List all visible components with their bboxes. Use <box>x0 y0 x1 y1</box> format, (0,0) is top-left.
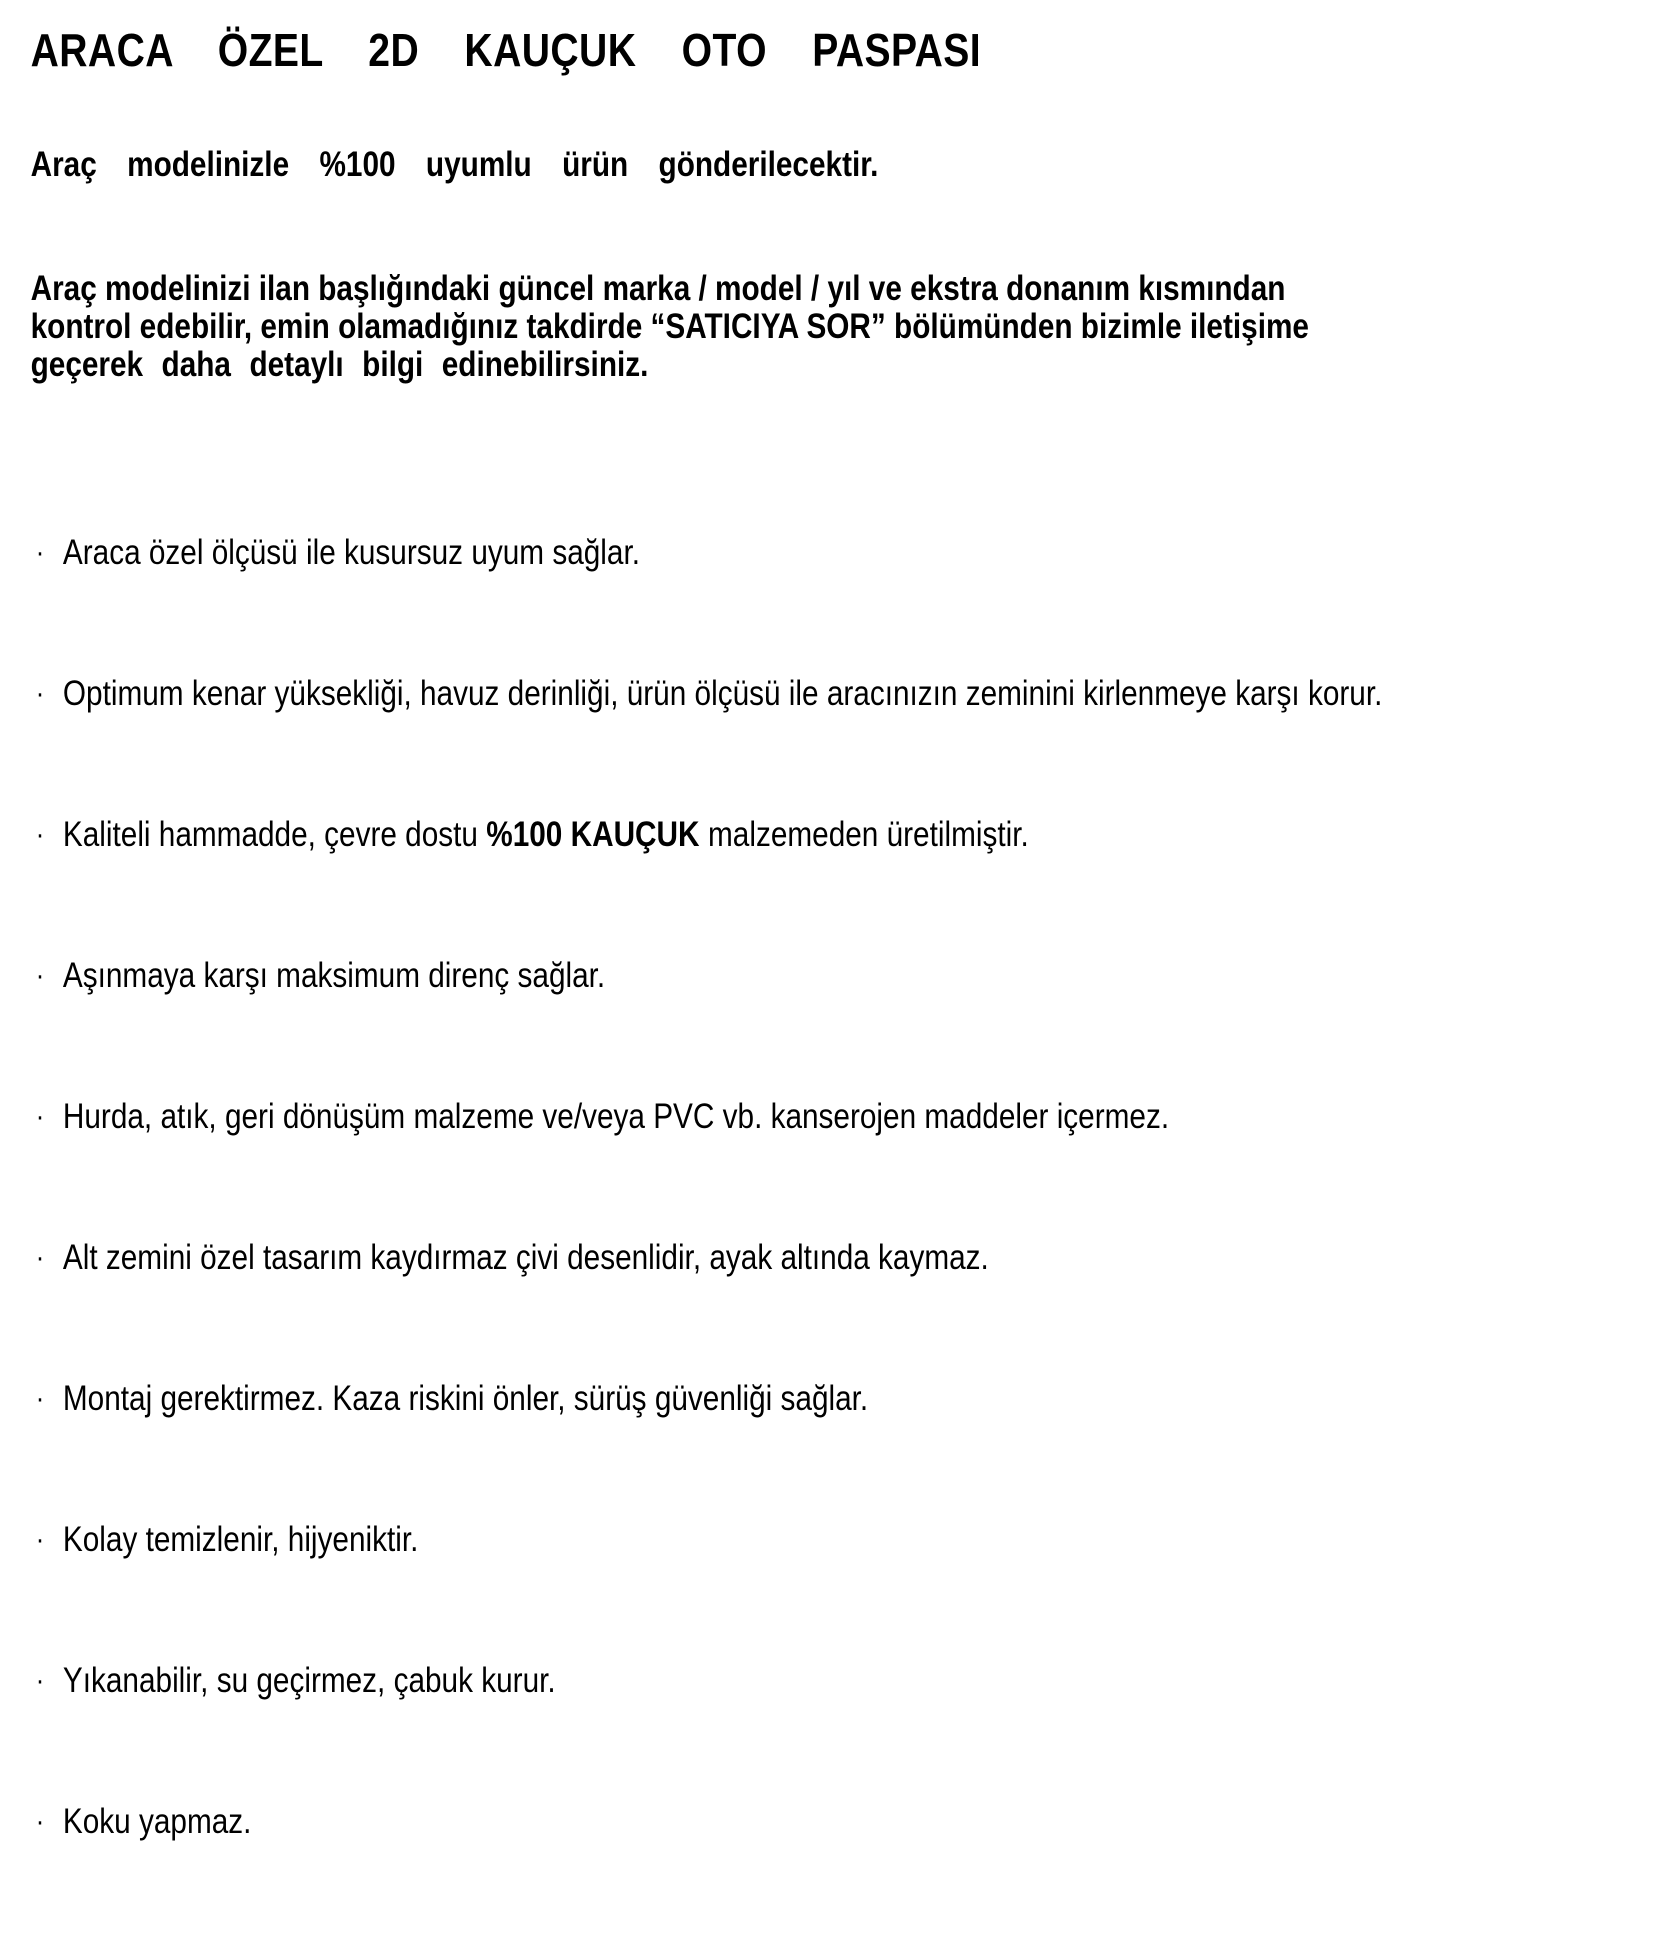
list-item <box>31 1519 1654 1561</box>
list-item <box>31 814 1654 856</box>
list-item <box>31 532 1654 574</box>
list-item <box>31 955 1654 997</box>
list-item <box>31 1378 1654 1420</box>
list-item-text-suffix: malzemeden üretilmiştir. <box>708 815 1029 854</box>
intro-line: Araç modelinizle %100 uyumlu ürün gönderilecektir. <box>30 145 879 184</box>
bullet-dot: · <box>35 1382 45 1415</box>
list-item-text: Hurda, atık, geri dönüşüm malzeme ve/veya PVC vb. kanserojen maddeler içermez. <box>62 1097 1170 1136</box>
page-title: ARACA ÖZEL 2D KAUÇUK OTO PASPASI <box>30 24 982 76</box>
info-paragraph-line: kontrol edebilir, emin olamadığınız takdirde “SATICIYA SOR” bölümünden bizimle iletişime <box>30 307 1309 346</box>
bullet-dot: · <box>35 959 45 992</box>
bullet-dot: · <box>35 677 45 710</box>
list-item-text: Optimum kenar yüksekliği, havuz derinliği, ürün ölçüsü ile aracınızın zeminini kirlenmeye karşı korur. <box>62 674 1383 713</box>
bullet-dot: · <box>35 1523 45 1556</box>
list-item-text: Alt zemini özel tasarım kaydırmaz çivi desenlidir, ayak altında kaymaz. <box>62 1238 989 1277</box>
info-paragraph <box>30 269 1309 384</box>
bullet-dot: · <box>35 1664 45 1697</box>
bullet-dot: · <box>35 1100 45 1133</box>
list-item-text: Araca özel ölçüsü ile kusursuz uyum sağlar. <box>62 533 640 572</box>
list-item <box>31 1237 1654 1279</box>
feature-list <box>31 532 1654 1843</box>
list-item-text: Koku yapmaz. <box>62 1802 252 1841</box>
list-item <box>31 1801 1654 1843</box>
list-item-text-prefix: Kaliteli hammadde, çevre dostu <box>62 815 487 854</box>
info-paragraph-line: Araç modelinizi ilan başlığındaki güncel marka / model / yıl ve ekstra donanım kısmından <box>30 269 1286 308</box>
bullet-dot: · <box>35 1805 45 1838</box>
list-item <box>31 1660 1654 1702</box>
list-item-text-bold: %100 KAUÇUK <box>486 815 700 854</box>
list-item-text: Kolay temizlenir, hijyeniktir. <box>62 1520 419 1559</box>
info-paragraph-line: geçerek daha detaylı bilgi edinebilirsiniz. <box>30 345 649 384</box>
list-item <box>31 1096 1654 1138</box>
bullet-dot: · <box>35 536 45 569</box>
bullet-dot: · <box>35 818 45 851</box>
bullet-dot: · <box>35 1241 45 1274</box>
list-item <box>31 673 1654 715</box>
list-item-text: Yıkanabilir, su geçirmez, çabuk kurur. <box>62 1661 556 1700</box>
list-item-text: Montaj gerektirmez. Kaza riskini önler, sürüş güvenliği sağlar. <box>62 1379 869 1418</box>
list-item-text: Aşınmaya karşı maksimum direnç sağlar. <box>62 956 606 995</box>
